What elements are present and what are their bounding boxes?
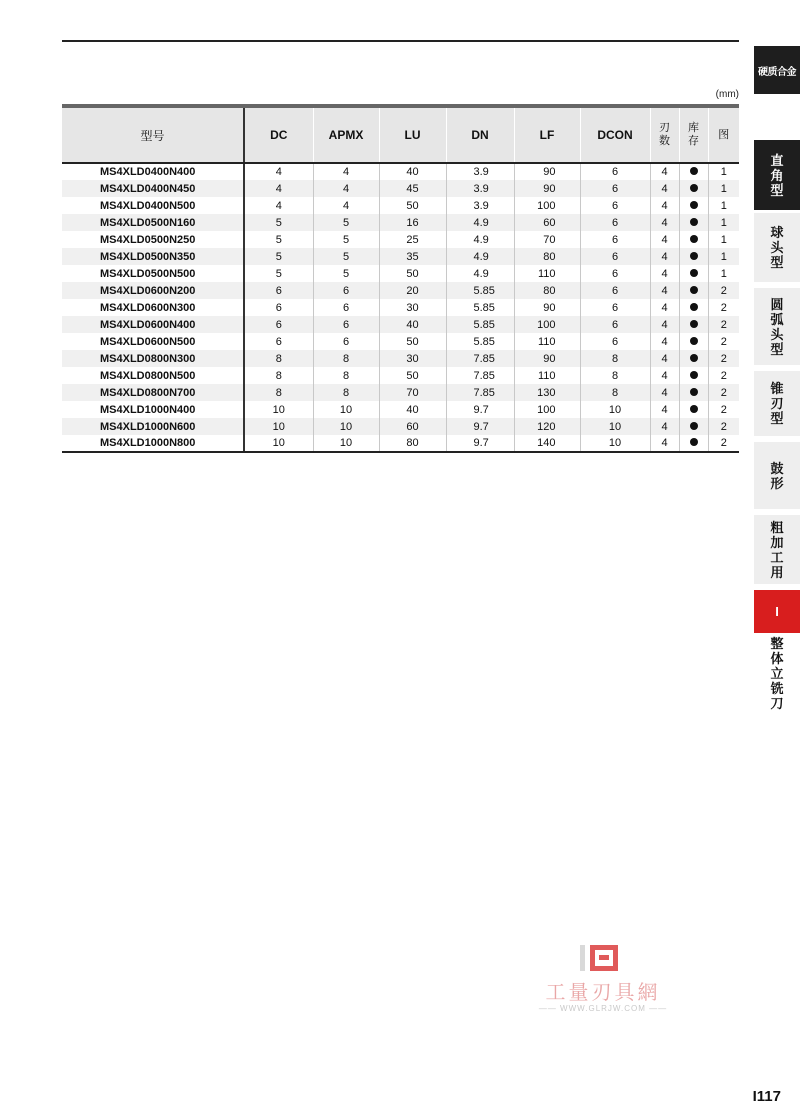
- cell-lu: 30: [379, 299, 446, 316]
- cell-dc: 5: [244, 265, 313, 282]
- cell-figure: 1: [708, 214, 739, 231]
- table-row: [62, 197, 739, 214]
- table-row: [62, 231, 739, 248]
- side-tab-4[interactable]: [754, 371, 800, 439]
- cell-lu: 40: [379, 316, 446, 333]
- header-flutes-text: 刃数: [659, 122, 670, 147]
- header-dn: DN: [446, 106, 514, 163]
- cell-figure: 1: [708, 163, 739, 180]
- cell-dn: 3.9: [446, 163, 514, 180]
- cell-figure: 1: [708, 248, 739, 265]
- cell-dn: 5.85: [446, 299, 514, 316]
- side-tab-6[interactable]: [754, 515, 800, 587]
- cell-lu: 35: [379, 248, 446, 265]
- cell-lf: 110: [514, 265, 580, 282]
- in-stock-dot-icon: [690, 354, 698, 362]
- in-stock-dot-icon: [690, 303, 698, 311]
- in-stock-dot-icon: [690, 252, 698, 260]
- cell-dcon: 6: [580, 316, 650, 333]
- in-stock-dot-icon: [690, 422, 698, 430]
- in-stock-dot-icon: [690, 218, 698, 226]
- cell-dn: 3.9: [446, 197, 514, 214]
- cell-stock: [679, 265, 708, 282]
- table-row: [62, 333, 739, 350]
- cell-lf: 100: [514, 316, 580, 333]
- cell-dn: 4.9: [446, 265, 514, 282]
- cell-stock: [679, 384, 708, 401]
- cell-model: MS4XLD0400N400: [62, 163, 244, 180]
- cell-model: MS4XLD1000N600: [62, 418, 244, 435]
- cell-model: MS4XLD0600N400: [62, 316, 244, 333]
- cell-lu: 50: [379, 265, 446, 282]
- header-lf: LF: [514, 106, 580, 163]
- cell-lf: 80: [514, 248, 580, 265]
- cell-dc: 5: [244, 248, 313, 265]
- cell-figure: 1: [708, 197, 739, 214]
- cell-stock: [679, 299, 708, 316]
- cell-figure: 2: [708, 299, 739, 316]
- cell-apmx: 4: [313, 180, 379, 197]
- cell-dc: 10: [244, 435, 313, 452]
- cell-dcon: 8: [580, 384, 650, 401]
- in-stock-dot-icon: [690, 235, 698, 243]
- cell-stock: [679, 333, 708, 350]
- spec-table: [62, 104, 739, 453]
- table-row: [62, 418, 739, 435]
- table-row: [62, 282, 739, 299]
- cell-stock: [679, 197, 708, 214]
- cell-lf: 100: [514, 197, 580, 214]
- cell-lu: 20: [379, 282, 446, 299]
- cell-dc: 4: [244, 180, 313, 197]
- cell-stock: [679, 248, 708, 265]
- in-stock-dot-icon: [690, 371, 698, 379]
- cell-apmx: 6: [313, 299, 379, 316]
- table-row: [62, 367, 739, 384]
- watermark-url-text: WWW.GLRJW.COM: [560, 1004, 646, 1013]
- section-marker: I: [754, 590, 800, 633]
- cell-dn: 4.9: [446, 231, 514, 248]
- table-row: [62, 180, 739, 197]
- table-row: [62, 163, 739, 180]
- cell-apmx: 8: [313, 350, 379, 367]
- cell-dc: 6: [244, 316, 313, 333]
- cell-model: MS4XLD0800N700: [62, 384, 244, 401]
- in-stock-dot-icon: [690, 337, 698, 345]
- cell-apmx: 5: [313, 248, 379, 265]
- page-number: I117: [752, 1088, 781, 1105]
- cell-lf: 90: [514, 299, 580, 316]
- cell-flutes: 4: [650, 197, 679, 214]
- header-model: 型号: [62, 106, 244, 163]
- cell-flutes: 4: [650, 384, 679, 401]
- side-tab-label: 锥刃型: [770, 381, 784, 426]
- cell-dn: 3.9: [446, 180, 514, 197]
- cell-lu: 25: [379, 231, 446, 248]
- cell-dn: 7.85: [446, 384, 514, 401]
- cell-dc: 8: [244, 350, 313, 367]
- cell-dn: 5.85: [446, 333, 514, 350]
- cell-stock: [679, 231, 708, 248]
- cell-figure: 2: [708, 333, 739, 350]
- cell-lf: 140: [514, 435, 580, 452]
- side-tab-2[interactable]: [754, 213, 800, 285]
- cell-stock: [679, 180, 708, 197]
- side-tab-5[interactable]: [754, 442, 800, 512]
- cell-dn: 4.9: [446, 214, 514, 231]
- cell-figure: 1: [708, 265, 739, 282]
- cell-figure: 2: [708, 350, 739, 367]
- cell-dn: 9.7: [446, 401, 514, 418]
- cell-lu: 50: [379, 367, 446, 384]
- cell-lu: 60: [379, 418, 446, 435]
- cell-dcon: 8: [580, 350, 650, 367]
- header-stock: [679, 106, 708, 163]
- cell-dc: 5: [244, 214, 313, 231]
- side-tab-label: 鼓形: [770, 460, 784, 491]
- cell-flutes: 4: [650, 350, 679, 367]
- header-apmx: APMX: [313, 106, 379, 163]
- cell-flutes: 4: [650, 265, 679, 282]
- top-rule: [62, 40, 739, 42]
- cell-figure: 2: [708, 367, 739, 384]
- cell-dc: 8: [244, 367, 313, 384]
- cell-dc: 10: [244, 418, 313, 435]
- cell-dcon: 10: [580, 401, 650, 418]
- cell-apmx: 5: [313, 214, 379, 231]
- cell-dcon: 10: [580, 435, 650, 452]
- cell-apmx: 4: [313, 197, 379, 214]
- cell-dn: 5.85: [446, 316, 514, 333]
- table-row: [62, 350, 739, 367]
- cell-lu: 50: [379, 197, 446, 214]
- cell-dcon: 6: [580, 282, 650, 299]
- cell-figure: 2: [708, 418, 739, 435]
- in-stock-dot-icon: [690, 388, 698, 396]
- cell-lf: 60: [514, 214, 580, 231]
- cell-model: MS4XLD0400N450: [62, 180, 244, 197]
- cell-dc: 5: [244, 231, 313, 248]
- cell-lf: 90: [514, 163, 580, 180]
- in-stock-dot-icon: [690, 286, 698, 294]
- in-stock-dot-icon: [690, 320, 698, 328]
- cell-lu: 16: [379, 214, 446, 231]
- cell-model: MS4XLD0500N500: [62, 265, 244, 282]
- category-tab-carbide[interactable]: 硬质合金: [754, 46, 800, 94]
- table-row: [62, 214, 739, 231]
- table-row: [62, 435, 739, 452]
- cell-apmx: 10: [313, 435, 379, 452]
- cell-flutes: 4: [650, 299, 679, 316]
- cell-flutes: 4: [650, 401, 679, 418]
- cell-dn: 9.7: [446, 418, 514, 435]
- side-tab-1[interactable]: [754, 140, 800, 210]
- cell-stock: [679, 367, 708, 384]
- cell-dc: 6: [244, 333, 313, 350]
- cell-model: MS4XLD0800N500: [62, 367, 244, 384]
- watermark-logo-icon: [578, 942, 628, 974]
- cell-flutes: 4: [650, 248, 679, 265]
- cell-dcon: 6: [580, 299, 650, 316]
- cell-flutes: 4: [650, 435, 679, 452]
- cell-dn: 7.85: [446, 350, 514, 367]
- header-stock-text: 库存: [688, 122, 699, 147]
- cell-stock: [679, 316, 708, 333]
- cell-apmx: 10: [313, 418, 379, 435]
- cell-lf: 100: [514, 401, 580, 418]
- cell-figure: 2: [708, 435, 739, 452]
- cell-figure: 1: [708, 180, 739, 197]
- unit-label: (mm): [715, 89, 739, 100]
- table-body: [62, 163, 739, 452]
- cell-dcon: 6: [580, 197, 650, 214]
- cell-flutes: 4: [650, 367, 679, 384]
- side-tab-label: 粗加工用: [770, 519, 784, 580]
- cell-dcon: 6: [580, 163, 650, 180]
- watermark-name: 工量刃具網: [545, 980, 661, 1004]
- cell-flutes: 4: [650, 316, 679, 333]
- cell-model: MS4XLD1000N400: [62, 401, 244, 418]
- cell-dn: 7.85: [446, 367, 514, 384]
- section-title: [754, 636, 800, 711]
- cell-lu: 40: [379, 163, 446, 180]
- cell-model: MS4XLD1000N800: [62, 435, 244, 452]
- header-dcon: DCON: [580, 106, 650, 163]
- cell-dcon: 6: [580, 248, 650, 265]
- cell-lu: 70: [379, 384, 446, 401]
- cell-dcon: 6: [580, 180, 650, 197]
- cell-stock: [679, 214, 708, 231]
- cell-figure: 2: [708, 401, 739, 418]
- cell-stock: [679, 401, 708, 418]
- cell-figure: 2: [708, 384, 739, 401]
- cell-model: MS4XLD0600N200: [62, 282, 244, 299]
- header-lu: LU: [379, 106, 446, 163]
- table-row: [62, 265, 739, 282]
- cell-dc: 6: [244, 282, 313, 299]
- cell-flutes: 4: [650, 333, 679, 350]
- cell-dn: 4.9: [446, 248, 514, 265]
- cell-stock: [679, 435, 708, 452]
- side-tab-label: 圆弧头型: [770, 296, 784, 357]
- cell-flutes: 4: [650, 282, 679, 299]
- cell-apmx: 6: [313, 282, 379, 299]
- cell-dcon: 8: [580, 367, 650, 384]
- cell-figure: 1: [708, 231, 739, 248]
- cell-stock: [679, 282, 708, 299]
- cell-model: MS4XLD0600N300: [62, 299, 244, 316]
- cell-flutes: 4: [650, 231, 679, 248]
- cell-apmx: 5: [313, 265, 379, 282]
- cell-model: MS4XLD0800N300: [62, 350, 244, 367]
- in-stock-dot-icon: [690, 438, 698, 446]
- cell-model: MS4XLD0500N160: [62, 214, 244, 231]
- cell-lf: 90: [514, 180, 580, 197]
- table-row: [62, 248, 739, 265]
- table-header-row: [62, 106, 739, 163]
- cell-lf: 80: [514, 282, 580, 299]
- cell-apmx: 5: [313, 231, 379, 248]
- side-tab-3[interactable]: [754, 288, 800, 368]
- cell-lf: 70: [514, 231, 580, 248]
- cell-stock: [679, 163, 708, 180]
- in-stock-dot-icon: [690, 269, 698, 277]
- table-row: [62, 384, 739, 401]
- header-flutes: [650, 106, 679, 163]
- cell-model: MS4XLD0600N500: [62, 333, 244, 350]
- cell-lu: 30: [379, 350, 446, 367]
- cell-lu: 80: [379, 435, 446, 452]
- cell-dc: 8: [244, 384, 313, 401]
- cell-model: MS4XLD0400N500: [62, 197, 244, 214]
- cell-dcon: 6: [580, 231, 650, 248]
- cell-dcon: 6: [580, 265, 650, 282]
- cell-lf: 130: [514, 384, 580, 401]
- section-title-text: 整体立铣刀: [770, 636, 784, 711]
- cell-dcon: 6: [580, 333, 650, 350]
- cell-lu: 50: [379, 333, 446, 350]
- cell-dn: 9.7: [446, 435, 514, 452]
- cell-flutes: 4: [650, 180, 679, 197]
- header-dc: DC: [244, 106, 313, 163]
- cell-apmx: 8: [313, 384, 379, 401]
- cell-lf: 110: [514, 367, 580, 384]
- cell-flutes: 4: [650, 418, 679, 435]
- table-row: [62, 299, 739, 316]
- in-stock-dot-icon: [690, 184, 698, 192]
- cell-lf: 90: [514, 350, 580, 367]
- table-row: [62, 316, 739, 333]
- cell-model: MS4XLD0500N350: [62, 248, 244, 265]
- cell-apmx: 10: [313, 401, 379, 418]
- cell-lf: 120: [514, 418, 580, 435]
- cell-flutes: 4: [650, 163, 679, 180]
- cell-dc: 4: [244, 163, 313, 180]
- cell-dc: 6: [244, 299, 313, 316]
- cell-dcon: 6: [580, 214, 650, 231]
- in-stock-dot-icon: [690, 167, 698, 175]
- cell-dc: 4: [244, 197, 313, 214]
- cell-lu: 40: [379, 401, 446, 418]
- cell-model: MS4XLD0500N250: [62, 231, 244, 248]
- cell-apmx: 6: [313, 333, 379, 350]
- cell-apmx: 4: [313, 163, 379, 180]
- cell-stock: [679, 350, 708, 367]
- cell-lf: 110: [514, 333, 580, 350]
- in-stock-dot-icon: [690, 405, 698, 413]
- cell-flutes: 4: [650, 214, 679, 231]
- cell-dn: 5.85: [446, 282, 514, 299]
- cell-figure: 2: [708, 316, 739, 333]
- watermark-url: —— WWW.GLRJW.COM ——: [538, 1004, 668, 1013]
- cell-figure: 2: [708, 282, 739, 299]
- table-row: [62, 401, 739, 418]
- side-tab-label: 球头型: [770, 225, 784, 270]
- header-figure: 图: [708, 106, 739, 163]
- cell-apmx: 8: [313, 367, 379, 384]
- cell-stock: [679, 418, 708, 435]
- in-stock-dot-icon: [690, 201, 698, 209]
- cell-dc: 10: [244, 401, 313, 418]
- cell-apmx: 6: [313, 316, 379, 333]
- cell-lu: 45: [379, 180, 446, 197]
- side-tab-label: 直角型: [770, 152, 784, 198]
- cell-dcon: 10: [580, 418, 650, 435]
